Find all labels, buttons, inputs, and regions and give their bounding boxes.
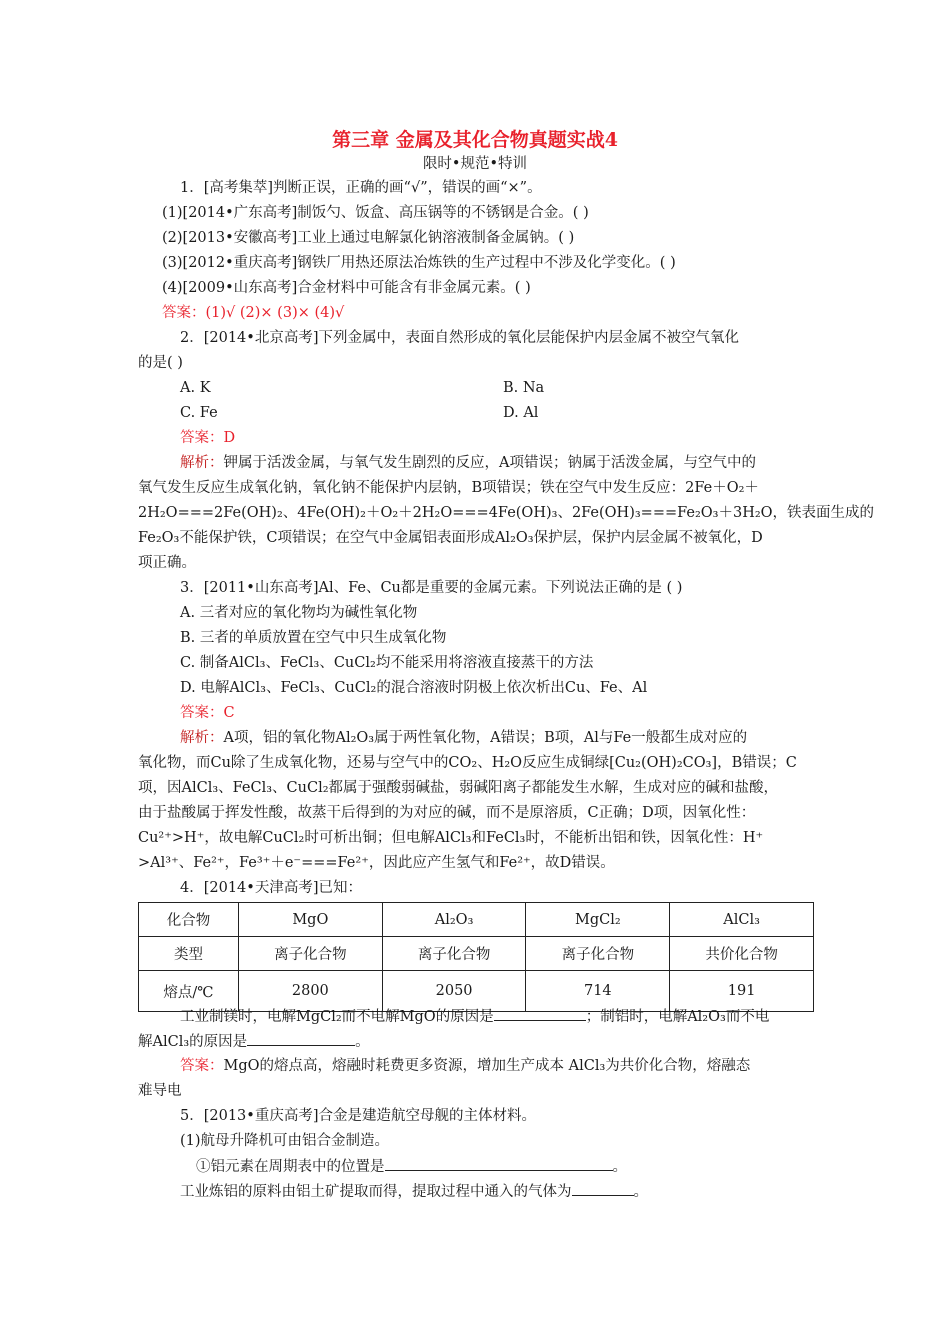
table-cell: 熔点/℃ — [139, 971, 239, 1012]
question-5-line — [180, 1181, 648, 1202]
explanation-line: Fe₂O₃不能保护铁，C项错误；在空气中金属铝表面形成Al₂O₃保护层，保护内层金属不被氧化，D — [138, 530, 763, 546]
prompt-text: 工业制镁时，电解MgCl₂而不电解MgO的原因是 — [180, 1009, 494, 1025]
answer-text: C — [223, 705, 235, 721]
question-4-stem: 4．[2014•天津高考]已知： — [180, 880, 362, 896]
table-row — [139, 937, 814, 971]
question-4-prompt-cont — [138, 1031, 370, 1052]
question-3-stem: 3．[2011•山东高考]Al、Fe、Cu都是重要的金属元素。下列说法正确的是 ( ) — [180, 580, 683, 596]
answer-blank — [385, 1156, 613, 1171]
table-cell: 离子化合物 — [526, 937, 670, 971]
question-5-sub: (1)航母升降机可由铝合金制造。 — [180, 1133, 390, 1149]
answer-label: 答案： — [162, 305, 206, 321]
question-3-explanation — [180, 728, 747, 748]
answer-label: 答案： — [180, 705, 224, 721]
answer-blank — [572, 1181, 634, 1196]
explanation-line: 2H₂O===2Fe(OH)₂、4Fe(OH)₂＋O₂＋2H₂O===4Fe(OH)₃、2Fe(OH)₃===Fe₂O₃＋3H₂O，铁表面生成的 — [138, 505, 875, 521]
question-1-stem: 1．[高考集萃]判断正误，正确的画“√”，错误的画“×”。 — [180, 180, 542, 196]
table-header-cell: AlCl₃ — [670, 903, 814, 937]
explanation-line: 氧化物，而Cu除了生成氧化物，还易与空气中的CO₂、H₂O反应生成铜绿[Cu₂(OH)₂CO₃]，B错误；C — [138, 755, 797, 771]
question-3-answer — [180, 703, 235, 723]
answer-blank — [247, 1031, 355, 1046]
table-header-cell: 化合物 — [139, 903, 239, 937]
option-c: C. 制备AlCl₃、FeCl₃、CuCl₂均不能采用将溶液直接蒸干的方法 — [180, 655, 594, 671]
option-d: D. 电解AlCl₃、FeCl₃、CuCl₂的混合溶液时阴极上依次析出Cu、Fe、Al — [180, 680, 648, 696]
table-cell: 2050 — [382, 971, 526, 1012]
answer-label: 答案： — [180, 1058, 224, 1074]
question-2-stem-cont: 的是( ) — [138, 355, 183, 371]
table-header-cell: Al₂O₃ — [382, 903, 526, 937]
table-cell: 共价化合物 — [670, 937, 814, 971]
question-2-stem: 2．[2014•北京高考]下列金属中，表面自然形成的氧化层能保护内层金属不被空气氧化 — [180, 330, 739, 346]
explanation-label: 解析： — [180, 730, 224, 746]
question-1-item: (2)[2013•安徽高考]工业上通过电解氯化钠溶液制备金属钠。( ) — [162, 230, 575, 246]
prompt-text: 。 — [633, 1184, 648, 1200]
question-4-answer — [180, 1056, 750, 1076]
explanation-line: Cu²⁺>H⁺，故电解CuCl₂时可析出铜；但电解AlCl₃和FeCl₃时，不能析出铝和铁，因氧化性：H⁺ — [138, 830, 764, 846]
answer-blank — [494, 1006, 586, 1021]
table-cell: 714 — [526, 971, 670, 1012]
question-2-explanation — [180, 453, 756, 473]
answer-label: 答案： — [180, 430, 224, 446]
question-2-answer — [180, 428, 235, 448]
answer-text: D — [223, 430, 236, 446]
prompt-text: 解AlCl₃的原因是 — [138, 1034, 248, 1050]
question-5-sub-i — [196, 1156, 627, 1177]
option-a: A. 三者对应的氧化物均为碱性氧化物 — [180, 605, 418, 621]
explanation-text: 钾属于活泼金属，与氧气发生剧烈的反应，A项错误；钠属于活泼金属，与空气中的 — [223, 455, 756, 471]
prompt-text: 。 — [355, 1034, 370, 1050]
table-header-cell: MgO — [238, 903, 382, 937]
prompt-text: 工业炼铝的原料由铝土矿提取而得，提取过程中通入的气体为 — [180, 1184, 572, 1200]
explanation-text: A项，铝的氧化物Al₂O₃属于两性氧化物，A错误；B项，Al与Fe一般都生成对应的 — [223, 730, 748, 746]
question-1-item: (4)[2009•山东高考]合金材料中可能含有非金属元素。( ) — [162, 280, 531, 296]
option-d: D. Al — [503, 405, 539, 421]
explanation-line: 项，因AlCl₃、FeCl₃、CuCl₂都属于强酸弱碱盐，弱碱阳离子都能发生水解，生成对应的碱和盐酸， — [138, 780, 779, 796]
explanation-line: 氧气发生反应生成氧化钠，氧化钠不能保护内层钠，B项错误；铁在空气中发生反应：2Fe＋O₂＋ — [138, 480, 759, 496]
option-a: A. K — [180, 380, 211, 396]
question-1-item: (1)[2014•广东高考]制饭勺、饭盒、高压锅等的不锈钢是合金。( ) — [162, 205, 589, 221]
option-b: B. Na — [503, 380, 545, 396]
page-title: 第三章 金属及其化合物真题实战4 — [332, 129, 618, 151]
table-cell: 离子化合物 — [382, 937, 526, 971]
option-c: C. Fe — [180, 405, 218, 421]
answer-line: 难导电 — [138, 1083, 182, 1099]
explanation-line: 项正确。 — [138, 555, 196, 571]
table-cell: 191 — [670, 971, 814, 1012]
explanation-label: 解析： — [180, 455, 224, 471]
table-cell: 离子化合物 — [238, 937, 382, 971]
question-1-item: (3)[2012•重庆高考]钢铁厂用热还原法冶炼铁的生产过程中不涉及化学变化。( ) — [162, 255, 676, 271]
explanation-line: 由于盐酸属于挥发性酸，故蒸干后得到的为对应的碱，而不是原溶质，C正确；D项，因氧化性： — [138, 805, 756, 821]
answer-text: MgO的熔点高，熔融时耗费更多资源，增加生产成本 AlCl₃为共价化合物，熔融态 — [223, 1058, 751, 1074]
prompt-text: 。 — [612, 1159, 627, 1175]
table-header-row — [139, 903, 814, 937]
question-4-prompt — [180, 1006, 769, 1027]
explanation-line: >Al³⁺、Fe²⁺，Fe³⁺＋e⁻===Fe²⁺，因此应产生氢气和Fe²⁺，故D错误。 — [138, 855, 615, 871]
prompt-text: ①铝元素在周期表中的位置是 — [196, 1159, 385, 1175]
prompt-text: ；制铝时，电解Al₂O₃而不电 — [585, 1009, 770, 1025]
question-5-stem: 5．[2013•重庆高考]合金是建造航空母舰的主体材料。 — [180, 1108, 536, 1124]
table-header-cell: MgCl₂ — [526, 903, 670, 937]
answer-text: (1)√ (2)× (3)× (4)√ — [205, 305, 345, 321]
option-b: B. 三者的单质放置在空气中只生成氧化物 — [180, 630, 447, 646]
page-subtitle: 限时•规范•特训 — [422, 156, 528, 172]
question-1-answer — [162, 303, 344, 323]
table-cell: 类型 — [139, 937, 239, 971]
compound-table — [138, 902, 814, 1012]
table-cell: 2800 — [238, 971, 382, 1012]
